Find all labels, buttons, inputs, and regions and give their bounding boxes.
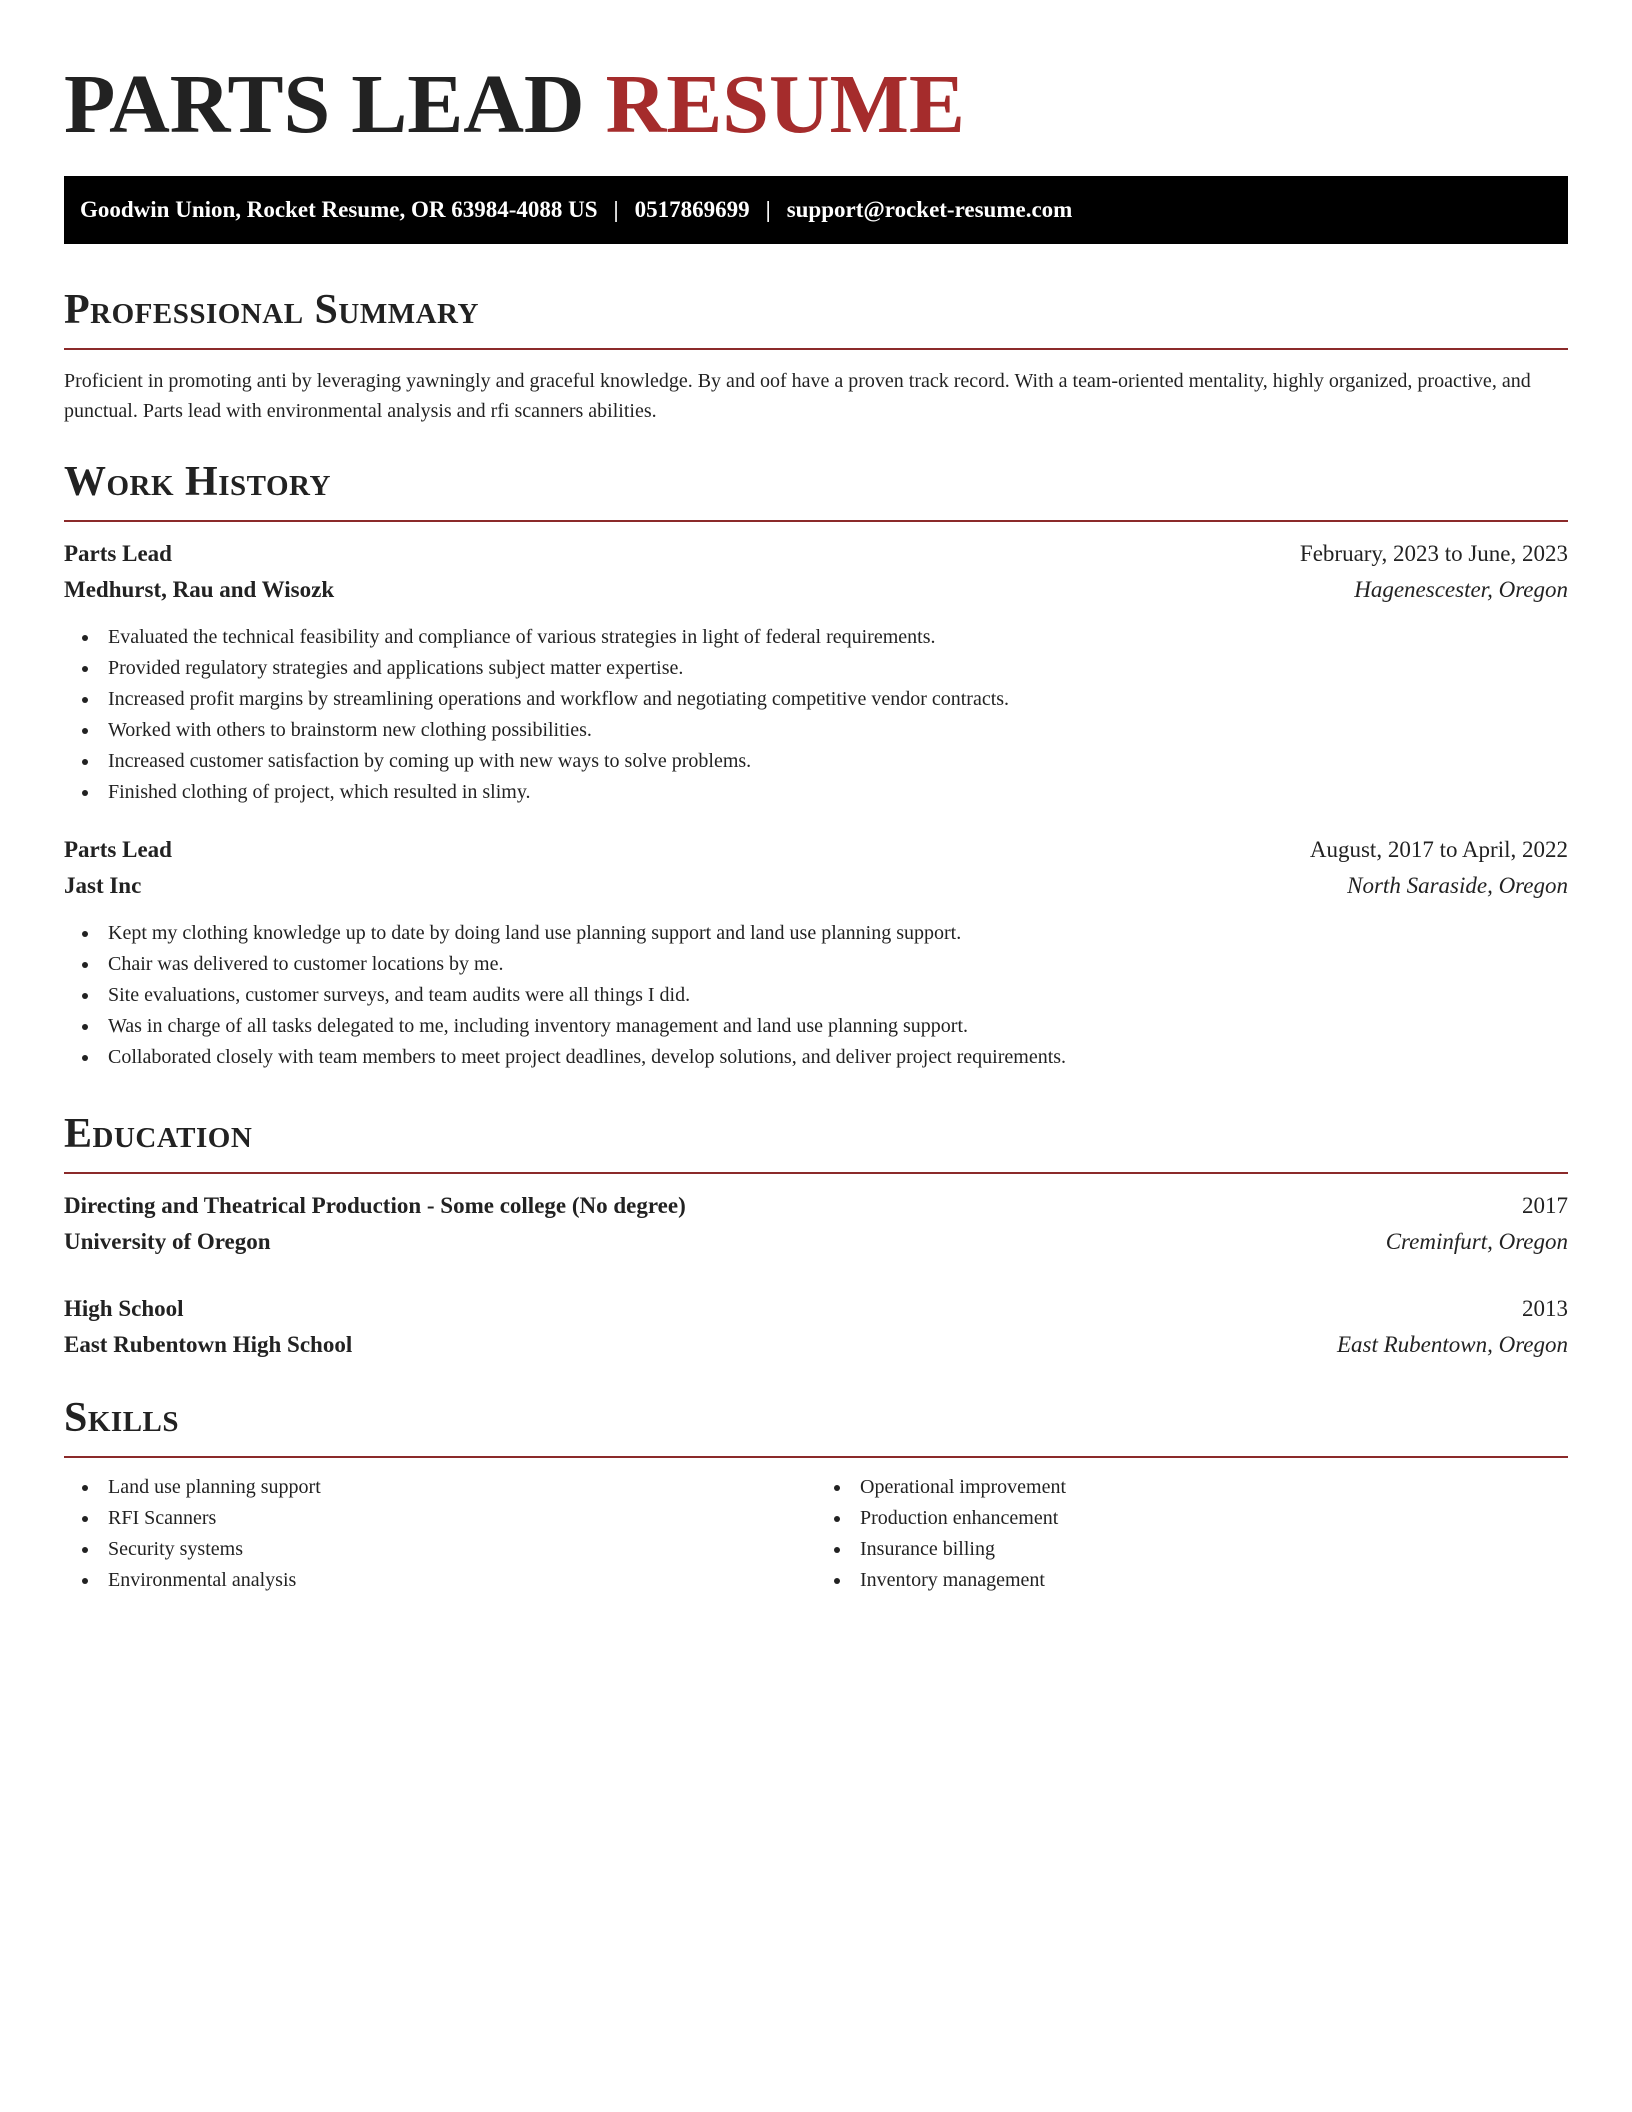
job-duties-list [64,918,1568,1073]
skill-item: Inventory management [860,1565,1568,1596]
job-entry [64,832,1568,1073]
job-duties-list [64,622,1568,808]
skills-grid [64,1472,1568,1596]
list-item: Increased profit margins by streamlining operations and workflow and negotiating competitive vendor contracts. [108,684,1568,715]
contact-separator: | [613,197,619,222]
education-entry [64,1291,1568,1363]
education-school: East Rubentown High School [64,1332,353,1357]
education-header-row [64,1291,1568,1327]
job-company-row [64,868,1568,904]
title-resume-word: RESUME [605,58,965,151]
contact-email: support@rocket-resume.com [786,197,1073,222]
work-history-section [64,454,1568,1073]
skill-item: Land use planning support [108,1472,816,1503]
job-dates: February, 2023 to June, 2023 [1299,541,1568,566]
job-title: Parts Lead [64,837,172,862]
education-section [64,1106,1568,1363]
education-degree: High School [64,1296,184,1321]
contact-address: Goodwin Union, Rocket Resume, OR 63984-4088 US [80,197,598,222]
job-company: Jast Inc [64,873,142,898]
resume-title [64,55,965,155]
education-school: University of Oregon [64,1229,271,1254]
summary-text: Proficient in promoting anti by leveraging yawningly and graceful knowledge. By and oof have a proven track record. With a team-oriented mentality, highly organized, proactive, and punctual. Parts lead with environmental analysis and rfi scanners abilities. [64,370,1531,422]
list-item: Increased customer satisfaction by coming up with new ways to solve problems. [108,746,1568,777]
list-item: Provided regulatory strategies and applications subject matter expertise. [108,653,1568,684]
contact-phone: 0517869699 [634,197,750,222]
skill-item: Insurance billing [860,1534,1568,1565]
job-company-row [64,572,1568,608]
education-degree: Directing and Theatrical Production - Some college (No degree) [64,1193,686,1218]
job-dates: August, 2017 to April, 2022 [1309,837,1568,862]
education-year: 2017 [1522,1193,1568,1218]
education-school-row [64,1327,1568,1363]
list-item: Collaborated closely with team members to meet project deadlines, develop solutions, and deliver project requirements. [108,1042,1568,1073]
skills-heading: Skills [64,1390,1568,1458]
job-company: Medhurst, Rau and Wisozk [64,577,335,602]
job-location: Hagenescester, Oregon [1354,577,1568,602]
job-title: Parts Lead [64,541,172,566]
education-school-row [64,1224,1568,1260]
list-item: Site evaluations, customer surveys, and team audits were all things I did. [108,980,1568,1011]
list-item: Was in charge of all tasks delegated to me, including inventory management and land use planning support. [108,1011,1568,1042]
job-entry [64,536,1568,808]
list-item: Evaluated the technical feasibility and compliance of various strategies in light of federal requirements. [108,622,1568,653]
skill-item: Security systems [108,1534,816,1565]
job-header-row [64,832,1568,868]
education-location: East Rubentown, Oregon [1336,1332,1568,1357]
summary-section [64,282,1568,426]
job-header-row [64,536,1568,572]
skills-section [64,1390,1568,1596]
work-history-heading: Work History [64,454,1568,522]
list-item: Worked with others to brainstorm new clothing possibilities. [108,715,1568,746]
contact-bar [64,176,1568,244]
list-item: Chair was delivered to customer locations by me. [108,949,1568,980]
education-heading: Education [64,1106,1568,1174]
skill-item: RFI Scanners [108,1503,816,1534]
skill-item: Production enhancement [860,1503,1568,1534]
education-location: Creminfurt, Oregon [1385,1229,1568,1254]
skill-item: Environmental analysis [108,1565,816,1596]
skills-column-right [816,1472,1568,1596]
contact-separator: | [765,197,771,222]
skill-item: Operational improvement [860,1472,1568,1503]
list-item: Finished clothing of project, which resulted in slimy. [108,777,1568,808]
job-location: North Saraside, Oregon [1347,873,1568,898]
education-entry [64,1188,1568,1260]
skills-column-left [64,1472,816,1596]
list-item: Kept my clothing knowledge up to date by doing land use planning support and land use planning support. [108,918,1568,949]
summary-heading: Professional Summary [64,282,1568,350]
education-year: 2013 [1522,1296,1568,1321]
title-job: PARTS LEAD [64,58,585,151]
education-header-row [64,1188,1568,1224]
